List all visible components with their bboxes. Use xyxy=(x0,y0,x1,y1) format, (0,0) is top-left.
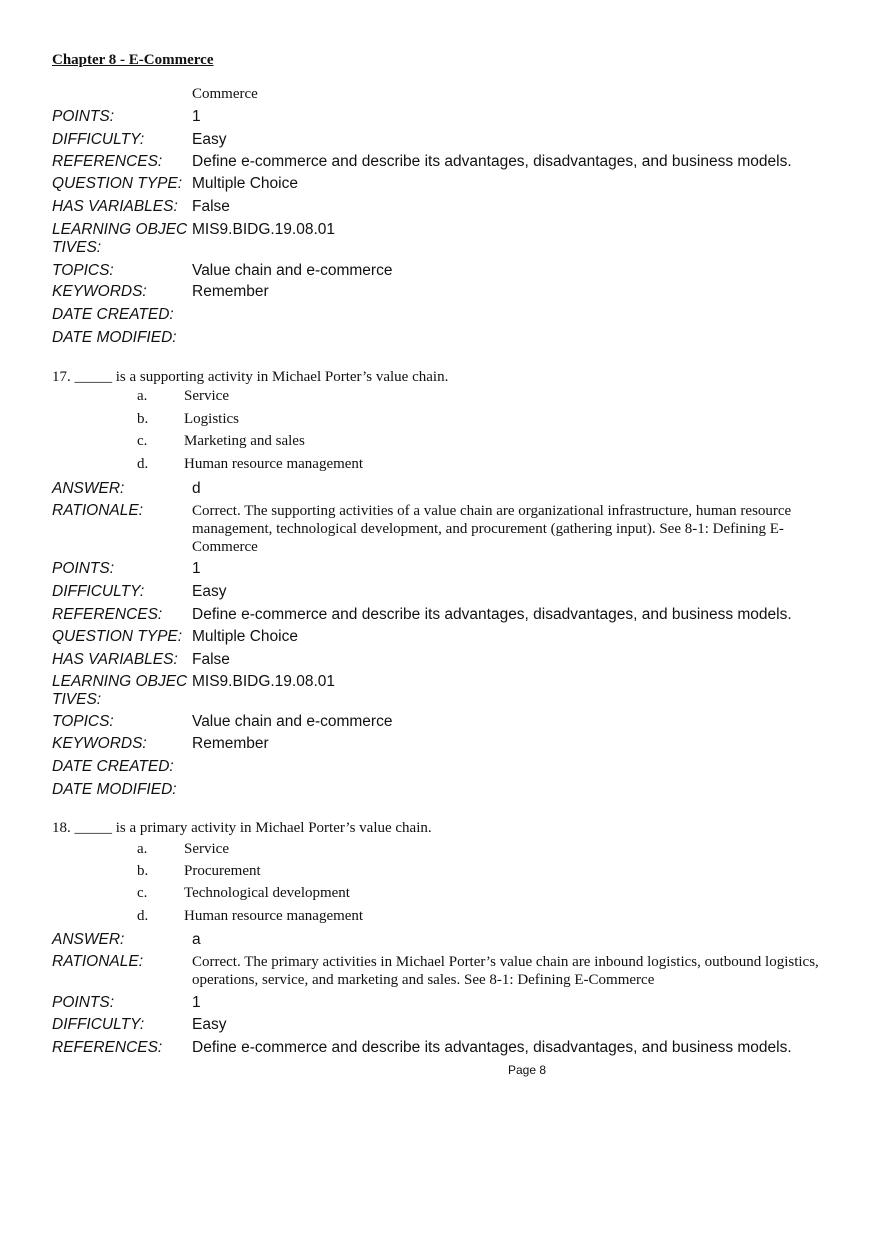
has-variables-row: HAS VARIABLES: False xyxy=(52,651,852,673)
has-variables-value: False xyxy=(192,651,230,668)
difficulty-value: Easy xyxy=(192,1016,227,1033)
question-type-value: Multiple Choice xyxy=(192,628,298,645)
references-value: Define e-commerce and describe its advantages, disadvantages, and business models. xyxy=(192,153,792,170)
points-row: POINTS: 1 xyxy=(52,108,852,130)
references-row: REFERENCES: Define e-commerce and describe its advantages, disadvantages, and business models. xyxy=(52,153,852,175)
references-value: Define e-commerce and describe its advantages, disadvantages, and business models. xyxy=(192,1039,792,1056)
references-row: REFERENCES: Define e-commerce and describe its advantages, disadvantages, and business models. xyxy=(52,606,852,628)
points-value: 1 xyxy=(192,108,201,125)
answer-row: ANSWER: d xyxy=(52,480,852,502)
topics-row: TOPICS: Value chain and e-commerce xyxy=(52,713,852,735)
answer-value: d xyxy=(192,480,201,497)
question-type-row: QUESTION TYPE: Multiple Choice xyxy=(52,175,852,197)
points-row: POINTS: 1 xyxy=(52,994,852,1016)
page-number: Page 8 xyxy=(507,1063,547,1077)
date-created-row: DATE CREATED: xyxy=(52,758,174,775)
topics-value: Value chain and e-commerce xyxy=(192,713,393,730)
date-created-row: DATE CREATED: xyxy=(52,306,174,323)
has-variables-value: False xyxy=(192,198,230,215)
difficulty-value: Easy xyxy=(192,583,227,600)
question-type-value: Multiple Choice xyxy=(192,175,298,192)
difficulty-value: Easy xyxy=(192,131,227,148)
answer-value: a xyxy=(192,931,201,948)
topics-row: TOPICS: Value chain and e-commerce xyxy=(52,262,852,284)
question-type-row: QUESTION TYPE: Multiple Choice xyxy=(52,628,852,650)
points-value: 1 xyxy=(192,560,201,577)
references-row: REFERENCES: Define e-commerce and describe its advantages, disadvantages, and business models. xyxy=(52,1039,852,1061)
keywords-row: KEYWORDS: Remember xyxy=(52,735,852,757)
option-a: a. Service xyxy=(137,388,229,404)
difficulty-row: DIFFICULTY: Easy xyxy=(52,131,852,153)
rationale-value: Correct. The primary activities in Michael Porter’s value chain are inbound logistics, outbound logistics, operations, service, and marketing and sales. See 8-1: Defining E-Commerce xyxy=(192,954,819,988)
learning-objectives-row: LEARNING OBJECTIVES: MIS9.BIDG.19.08.01 xyxy=(52,221,852,261)
keywords-value: Remember xyxy=(192,283,269,300)
keywords-value: Remember xyxy=(192,735,269,752)
learning-objectives-row: LEARNING OBJECTIVES: MIS9.BIDG.19.08.01 xyxy=(52,673,852,713)
learning-objectives-value: MIS9.BIDG.19.08.01 xyxy=(192,673,336,690)
topics-value: Value chain and e-commerce xyxy=(192,262,393,279)
option-d: d. Human resource management xyxy=(137,456,364,472)
keywords-row: KEYWORDS: Remember xyxy=(52,283,852,305)
references-value: Define e-commerce and describe its advantages, disadvantages, and business models. xyxy=(192,606,792,623)
option-b: b. Logistics xyxy=(137,411,239,427)
date-modified-row: DATE MODIFIED: xyxy=(52,329,177,346)
question-17-stem: 17. _____ is a supporting activity in Michael Porter’s value chain. xyxy=(52,369,449,385)
difficulty-row: DIFFICULTY: Easy xyxy=(52,1016,852,1038)
learning-objectives-value: MIS9.BIDG.19.08.01 xyxy=(192,221,336,238)
points-row: POINTS: 1 xyxy=(52,560,852,582)
option-d: d. Human resource management xyxy=(137,908,364,924)
rationale-row: RATIONALE: Correct. The primary activities in Michael Porter’s value chain are inbound logistics, outbound logistics, operations, service, and marketing and sales. See 8-1: Defining E-Commerce xyxy=(52,953,852,993)
has-variables-row: HAS VARIABLES: False xyxy=(52,198,852,220)
option-b: b. Procurement xyxy=(137,863,261,879)
date-modified-row: DATE MODIFIED: xyxy=(52,781,177,798)
rationale-continuation: Commerce xyxy=(192,86,258,102)
option-a: a. Service xyxy=(137,841,229,857)
option-c: c. Marketing and sales xyxy=(137,433,305,449)
rationale-row: RATIONALE: Correct. The supporting activities of a value chain are organizational infrastructure, human resource management, technological development, and procurement (gathering input). See 8-1: Defining E-Commerce xyxy=(52,502,852,560)
points-value: 1 xyxy=(192,994,201,1011)
option-c: c. Technological development xyxy=(137,885,350,901)
question-18-stem: 18. _____ is a primary activity in Michael Porter’s value chain. xyxy=(52,820,432,836)
difficulty-row: DIFFICULTY: Easy xyxy=(52,583,852,605)
rationale-value: Correct. The supporting activities of a value chain are organizational infrastructure, human resource management, technological development, and procurement (gathering input). See 8-1: Defining E-Commerce xyxy=(192,503,792,555)
answer-row: ANSWER: a xyxy=(52,931,852,953)
chapter-heading: Chapter 8 - E-Commerce xyxy=(52,52,214,68)
